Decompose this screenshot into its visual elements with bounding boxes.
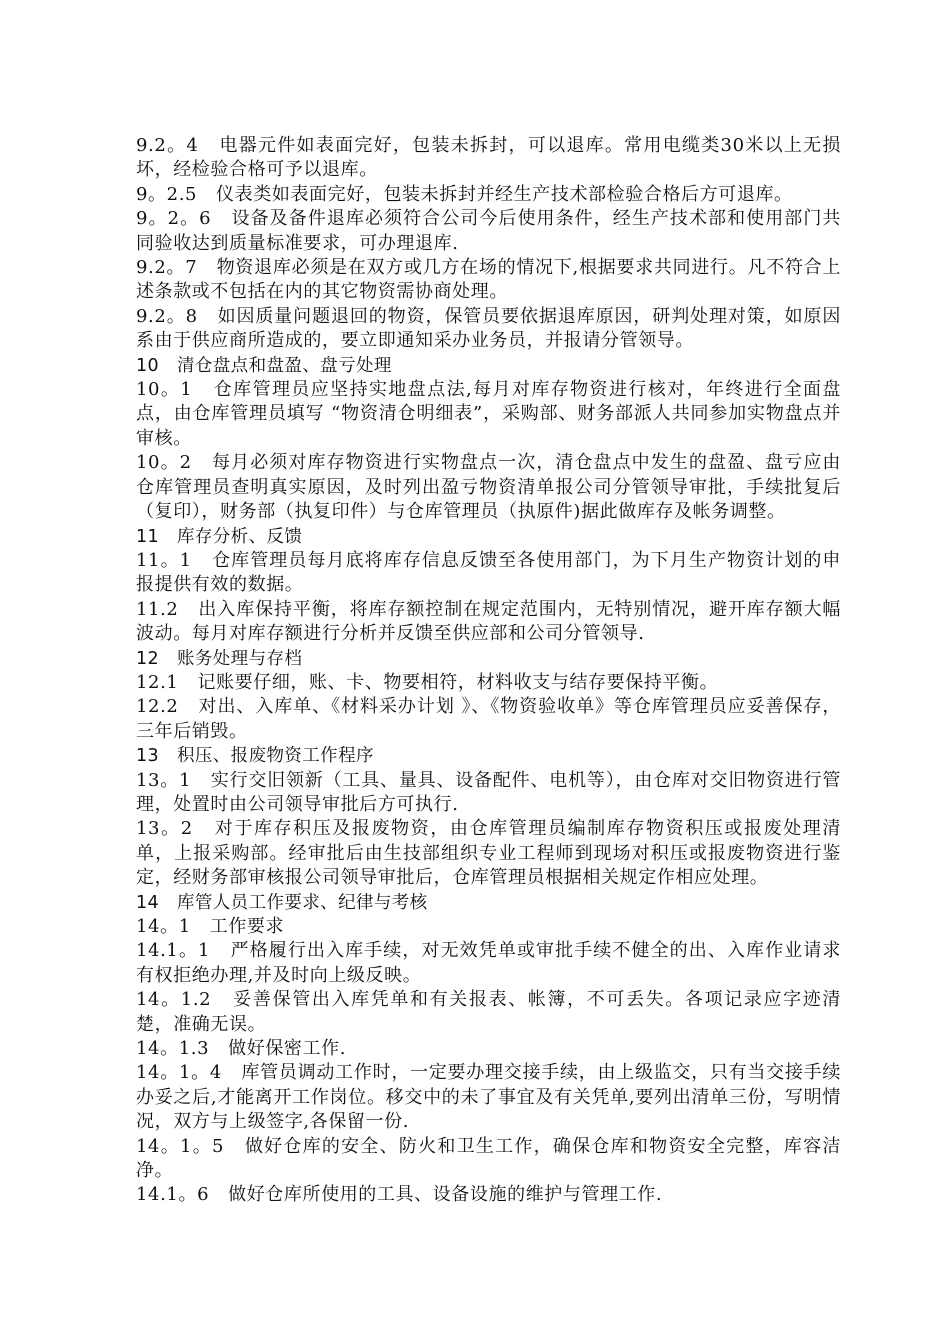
paragraph-14-1-4	[136, 1061, 841, 1134]
clause-number: 11.2	[136, 598, 179, 620]
clause-text: 严格履行出入库手续，对无效凭单或审批手续不健全的出、入库作业请求有权拒绝办理,并及时向上级反映。	[136, 940, 842, 986]
section-number: 12	[136, 648, 160, 669]
clause-text: 电器元件如表面完好，包装未拆封，可以退库。常用电缆类30米以上无损坏，经检验合格可予以退库。	[136, 135, 842, 181]
clause-number: 11。1	[136, 549, 192, 571]
paragraph-10-1	[136, 378, 841, 451]
clause-text: 每月必须对库存物资进行实物盘点一次，清仓盘点中发生的盘盈、盘亏应由仓库管理员查明真实原因，及时列出盈亏物资清单报公司分管领导审批，手续批复后（复印），财务部（执复印件）与仓库管理员（执原件)据此做库存及帐务调整。	[136, 452, 841, 523]
clause-text: 物资退库必须是在双方或几方在场的情况下,根据要求共同进行。凡不符合上述条款或不包括在内的其它物资需协商处理。	[136, 257, 842, 303]
section-title: 清仓盘点和盘盈、盘亏处理	[176, 355, 392, 376]
clause-number: 9.2。4	[136, 135, 199, 156]
document-body	[136, 134, 841, 1208]
clause-number: 9。2.5	[136, 183, 198, 205]
section-number: 10	[136, 355, 160, 376]
clause-number: 13。1	[136, 769, 192, 791]
paragraph-14-1-5	[136, 1135, 841, 1184]
clause-text: 记账要仔细，账、卡、物要相符，材料收支与结存要保持平衡。	[197, 671, 719, 693]
clause-number: 14。1	[136, 916, 191, 937]
section-heading-11	[136, 525, 841, 549]
clause-text: 做好仓库的安全、防火和卫生工作，确保仓库和物资安全完整，库容洁净。	[136, 1135, 841, 1182]
clause-text: 出入库保持平衡，将库存额控制在规定范围内，无特别情况，避开库存额大幅波动。每月对库存额进行分析并反馈至供应部和公司分管领导.	[136, 598, 841, 645]
clause-text: 设备及备件退库必须符合公司今后使用条件，经生产技术部和使用部门共同验收达到质量标准要求，可办理退库.	[136, 208, 842, 254]
clause-text: 工作要求	[209, 916, 285, 937]
clause-number: 13。2	[136, 818, 193, 840]
paragraph-10-2	[136, 451, 841, 524]
clause-text: 做好仓库所使用的工具、设备设施的维护与管理工作.	[228, 1184, 663, 1206]
clause-number: 10。1	[136, 379, 193, 401]
clause-number: 12.2	[136, 696, 179, 718]
paragraph-12-2	[136, 695, 841, 744]
paragraph-12-1	[136, 671, 841, 695]
section-heading-12	[136, 647, 841, 671]
clause-number: 14.1。6	[136, 1184, 210, 1206]
paragraph-14-1-2	[136, 988, 841, 1037]
paragraph-14-1-3	[136, 1037, 841, 1061]
section-title: 积压、报废物资工作程序	[176, 746, 374, 767]
section-title: 账务处理与存档	[176, 648, 303, 669]
section-title: 库管人员工作要求、纪律与考核	[176, 892, 428, 913]
section-number: 13	[136, 746, 160, 767]
paragraph-14-1-6	[136, 1183, 841, 1207]
clause-text: 仪表类如表面完好，包装未拆封并经生产技术部检验合格后方可退库。	[216, 183, 793, 205]
clause-number: 9.2。7	[136, 257, 198, 279]
section-number: 14	[136, 892, 160, 913]
clause-text: 实行交旧领新（工具、量具、设备配件、电机等），由仓库对交旧物资进行管理，处置时由公司领导审批后方可执行.	[136, 769, 841, 815]
clause-text: 如因质量问题退回的物资，保管员要依据退库原因，研判处理对策，如原因系由于供应商所造成的，要立即通知采办业务员，并报请分管领导。	[136, 305, 842, 352]
clause-number: 14。1。5	[136, 1135, 225, 1157]
clause-number: 10。2	[136, 452, 192, 474]
paragraph-11-2	[136, 598, 841, 647]
paragraph-14-1-1	[136, 939, 841, 988]
section-number: 11	[136, 526, 160, 547]
clause-number: 14。1.3	[136, 1038, 210, 1060]
paragraph-9-2-4	[136, 134, 841, 183]
paragraph-9-2-5	[136, 183, 841, 207]
clause-number: 9。2。6	[136, 208, 212, 230]
paragraph-9-2-6	[136, 207, 841, 256]
clause-text: 仓库管理员应坚持实地盘点法,每月对库存物资进行核对，年终进行全面盘点，由仓库管理员填写 “物资清仓明细表”，采购部、财务部派人共同参加实物盘点并审核。	[136, 379, 841, 449]
clause-number: 14.1。1	[136, 940, 211, 962]
section-title: 库存分析、反馈	[176, 526, 303, 547]
clause-text: 对于库存积压及报废物资，由仓库管理员编制库存物资积压或报废处理清单，上报采购部。经审批后由生技部组织专业工程师到现场对积压或报废物资进行鉴定，经财务部审核报公司领导审批后，仓库管理员根据相关规定作相应处理。	[136, 818, 842, 889]
paragraph-11-1	[136, 549, 841, 598]
clause-text: 仓库管理员每月底将库存信息反馈至各使用部门，为下月生产物资计划的申报提供有效的数据。	[136, 549, 841, 596]
clause-number: 12.1	[136, 671, 179, 693]
paragraph-13-2	[136, 817, 841, 890]
clause-text: 做好保密工作.	[228, 1038, 347, 1060]
section-heading-13	[136, 744, 841, 768]
paragraph-14-1	[136, 915, 841, 939]
clause-text: 对出、入库单、《材料采办计划 》、《物资验收单》等仓库管理员应妥善保存，三年后销毁。	[136, 696, 841, 742]
paragraph-9-2-7	[136, 256, 841, 305]
section-heading-10	[136, 354, 841, 378]
clause-number: 9.2。8	[136, 305, 198, 327]
clause-text: 妥善保管出入库凭单和有关报表、帐簿，不可丢失。各项记录应字迹清楚，准确无误。	[136, 989, 841, 1035]
section-heading-14	[136, 891, 841, 915]
paragraph-9-2-8	[136, 305, 841, 354]
clause-number: 14。1.2	[136, 989, 212, 1011]
clause-number: 14。1。4	[136, 1062, 222, 1084]
paragraph-13-1	[136, 769, 841, 818]
clause-text: 库管员调动工作时，一定要办理交接手续，由上级监交，只有当交接手续办妥之后,才能离开工作岗位。移交中的未了事宜及有关凭单,要列出清单三份，写明情况，双方与上级签字,各保留一份.	[136, 1062, 841, 1133]
